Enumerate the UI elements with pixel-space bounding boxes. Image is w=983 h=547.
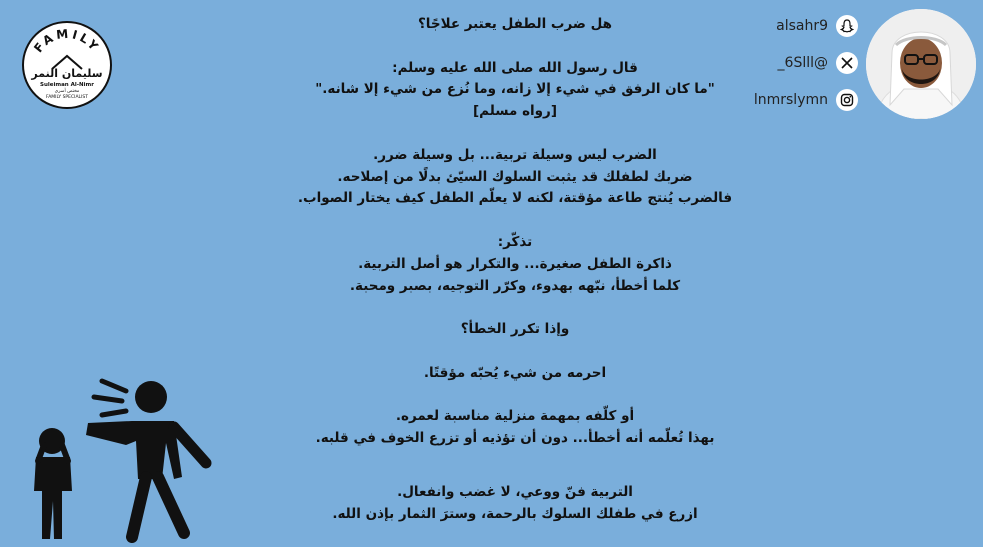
logo-english-subtitle: FAMILY SPECIALIST [46, 95, 88, 100]
x-icon [836, 52, 858, 74]
snapchat-icon [836, 15, 858, 37]
logo-arabic-subtitle: مختص أسري [54, 89, 80, 94]
logo-english-name: Suleiman Al-Nimr [39, 82, 94, 88]
paragraph-line: كلما أخطأ، نبّهه بهدوء، وكرّر التوجيه، بصبر ومحبة. [349, 277, 681, 294]
snapchat-handle: alsahr9 [776, 18, 828, 34]
social-handles [754, 16, 858, 127]
paragraph-line: ضربك لطفلك قد يثبت السلوك السيّئ بدلًا من إصلاحه. [337, 168, 693, 185]
paragraph-line: احرمه من شيء يُحبّه مؤقتًا. [423, 364, 607, 381]
logo-title: FAMILY [31, 26, 103, 56]
post-text [200, 14, 830, 526]
instagram-handle: lnmrslymn [753, 92, 828, 108]
post-title: هل ضرب الطفل يعتبر علاجًا؟ [417, 16, 613, 32]
snapchat-handle-row[interactable] [754, 16, 858, 36]
instagram-icon [836, 89, 858, 111]
paragraph-line: ذاكرة الطفل صغيرة... والتكرار هو أصل التربية. [358, 255, 672, 272]
remember-heading: تذكّر: [497, 233, 533, 250]
family-specialist-logo [22, 21, 112, 109]
profile-avatar [866, 9, 976, 119]
closing-line: التربية فنّ ووعي، لا غضب وانفعال. [397, 483, 633, 500]
repeat-question: وإذا تكرر الخطأ؟ [460, 321, 570, 338]
svg-text:FAMILY [31, 26, 102, 55]
paragraph-line: الضرب ليس وسيلة تربية... بل وسيلة ضرر. [373, 146, 657, 163]
logo-arabic-name: سليمان النمر [31, 67, 103, 80]
hadith-text: "ما كان الرفق في شيء إلا زانه، وما نُزع من شيء إلا شانه." [315, 81, 715, 98]
closing-line: ازرع في طفلك السلوك بالرحمة، وسترَ الثمار بإذن الله. [332, 505, 698, 522]
hadith-source: [رواه مسلم] [473, 103, 557, 120]
paragraph-line: أو كلّفه بمهمة منزلية مناسبة لعمره. [395, 408, 635, 425]
hitting-child-illustration [34, 373, 219, 547]
x-handle: _6Slll@ [777, 55, 828, 71]
instagram-handle-row[interactable] [754, 90, 858, 110]
paragraph-line: فالضرب يُنتج طاعة مؤقتة، لكنه لا يعلّم الطفل كيف يختار الصواب. [297, 190, 733, 207]
x-handle-row[interactable] [754, 53, 858, 73]
paragraph-line: بهذا تُعلّمه أنه أخطأ... دون أن تؤذيه أو تزرع الخوف في قلبه. [315, 430, 715, 447]
hadith-intro: قال رسول الله صلى الله عليه وسلم: [392, 59, 638, 76]
